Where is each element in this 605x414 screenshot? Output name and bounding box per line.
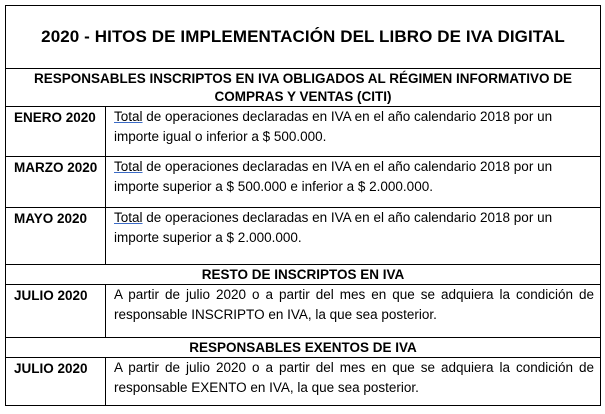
table-row [6,157,601,208]
description-cell [106,157,601,208]
date-cell: MAYO 2020 [6,208,106,265]
description-cell: A partir de julio 2020 o a partir del mes en que se adquiera la condición de responsable INSCRIPTO en IVA, la que sea posterior. [106,285,601,338]
underlined-word: Total [114,210,143,225]
date-cell: JULIO 2020 [6,285,106,338]
table-row [6,285,601,338]
description-cell: A partir de julio 2020 o a partir del mes en que se adquiera la condición de responsable EXENTO en IVA, la que sea posterior. [106,358,601,406]
title-row [6,6,601,69]
date-cell: ENERO 2020 [6,107,106,157]
section-heading-exentos: RESPONSABLES EXENTOS DE IVA [6,338,601,358]
table-title: 2020 - HITOS DE IMPLEMENTACIÓN DEL LIBRO DE IVA DIGITAL [6,6,601,69]
milestones-table [5,5,601,406]
description-cell [106,107,601,157]
table-row [6,358,601,406]
section-heading-row [6,265,601,285]
underlined-word: Total [114,109,143,124]
section-heading-row [6,338,601,358]
section-heading-row [6,69,601,107]
table-row [6,107,601,157]
date-cell: JULIO 2020 [6,358,106,406]
description-text: de operaciones declaradas en IVA en el año calendario 2018 por un importe igual o inferior a $ 500.000. [114,109,553,144]
underlined-word: Total [114,159,143,174]
table-row [6,208,601,265]
date-cell: MARZO 2020 [6,157,106,208]
description-cell [106,208,601,265]
section-heading-ri-citi: RESPONSABLES INSCRIPTOS EN IVA OBLIGADOS AL RÉGIMEN INFORMATIVO DE COMPRAS Y VENTAS (CITI) [6,69,601,107]
description-text: de operaciones declaradas en IVA en el año calendario 2018 por un importe superior a $ 500.000 e inferior a $ 2.000.000. [114,159,553,194]
section-heading-resto-inscriptos: RESTO DE INSCRIPTOS EN IVA [6,265,601,285]
description-text: de operaciones declaradas en IVA en el año calendario 2018 por un importe superior a $ 2.000.000. [114,210,553,245]
